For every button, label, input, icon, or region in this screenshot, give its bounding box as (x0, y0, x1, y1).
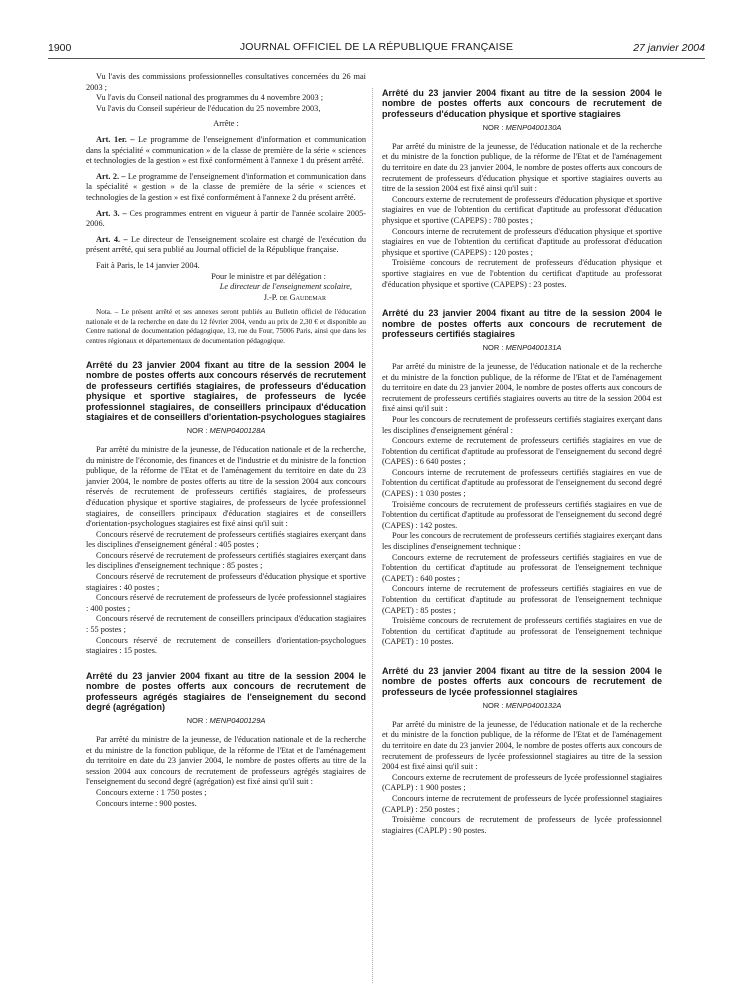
nor-reference: NOR : MENP0400129A (186, 716, 266, 726)
section-title: Arrêté du 23 janvier 2004 fixant au titre de la session 2004 le nombre de postes offerts aux concours réservés de recrutement de professeurs certifiés stagiaires, de professeurs d'éducation physique et sportive stagiaires, de professeurs de lycée professionnel stagiaires, de conseillers principaux d'éducation stagiaires et de conseillers d'orientation-psychologues stagiaires (86, 359, 366, 422)
section-title: Arrêté du 23 janvier 2004 fixant au titre de la session 2004 le nombre de postes offerts aux concours de recrutement de professeurs de lycée professionnel stagiaires (382, 665, 662, 697)
section-title: Arrêté du 23 janvier 2004 fixant au titre de la session 2004 le nombre de postes offerts aux concours de recrutement de professeurs d'éducation physique et sportive stagiaires (382, 88, 662, 119)
signature-role: Le directeur de l'enseignement scolaire, (219, 282, 352, 292)
list-item: Troisième concours de recrutement de professeurs de lycée professionnel stagiaires (CAPLP) : 90 postes. (382, 815, 662, 835)
list-item: Concours externe de recrutement de professeurs de lycée professionnel stagiaires (CAPLP) : 1 900 postes ; (382, 772, 662, 793)
article-label: Art. 2. – (96, 171, 126, 181)
article-text: Le programme de l'enseignement d'information et communication dans la spécialité « communication » de la classe de première de la série « sciences et technologies de la gestion » est fixé conformément à l'annexe 1 du présent arrêté. (86, 134, 366, 166)
nor-reference: NOR : MENP0400132A (482, 701, 562, 711)
list-item: Pour les concours de recrutement de professeurs certifiés stagiaires exerçant dans les disciplines d'enseignement technique : (382, 531, 663, 552)
fait-line: Fait à Paris, le 14 janvier 2004. (96, 260, 200, 270)
issue-date: 27 janvier 2004 (633, 42, 705, 54)
section-title: Arrêté du 23 janvier 2004 fixant au titre de la session 2004 le nombre de postes offerts aux concours de recrutement de professeurs certifiés stagiaires (382, 308, 662, 339)
article-label: Art. 1er. – (96, 134, 135, 144)
journal-title: JOURNAL OFFICIEL DE LA RÉPUBLIQUE FRANÇAISE (239, 41, 514, 53)
section-intro: Par arrêté du ministre de la jeunesse, de l'éducation nationale et de la recherche et du ministre de la fonction publique, de la réforme de l'Etat et de l'aménagement du territoire en date du 23 janvier 2004, le nombre de postes offerts au titre de la session 2004 aux concours de recrutement de professeurs agrégés stagiaires de l'enseignement du second degré (agrégation) est fixé ainsi qu'il suit : (86, 735, 366, 787)
visa: Vu l'avis du Conseil national des programmes du 4 novembre 2003 ; (96, 93, 324, 103)
section-intro: Par arrêté du ministre de la jeunesse, de l'éducation nationale et de la recherche et du ministre de la fonction publique, de la réforme de l'Etat et de l'aménagement du territoire en date du 23 janvier 2004, le nombre de postes offerts aux concours de recrutement de professeurs d'éducation physique et sportive stagiaires ouverts au titre de la session 2004 est fixé ainsi qu'il suit : (382, 141, 662, 194)
list-item: Concours interne de recrutement de professeurs de lycée professionnel stagiaires (CAPLP) : 250 postes ; (382, 793, 662, 814)
list-item: Concours réservé de recrutement de professeurs d'éducation physique et sportive stagiaires : 40 postes ; (86, 572, 366, 592)
list-item: Concours réservé de recrutement de professeurs certifiés stagiaires exerçant dans les disciplines d'enseignement général : 405 postes ; (86, 529, 366, 550)
list-item: Troisième concours de recrutement de professeurs certifiés stagiaires en vue de l'obtention du certificat d'aptitude au professorat de l'enseignement technique (CAPET) : 10 postes. (382, 616, 662, 647)
list-item: Concours réservé de recrutement de professeurs certifiés stagiaires exerçant dans les disciplines d'enseignement technique : 85 postes ; (86, 550, 366, 571)
article-text: Ces programmes entrent en vigueur à partir de l'année scolaire 2005-2006. (86, 208, 367, 229)
list-item: Concours externe de recrutement de professeurs certifiés stagiaires en vue de l'obtention du certificat d'aptitude au professorat de l'enseignement technique (CAPET) : 640 postes ; (382, 552, 662, 583)
article-text: Le directeur de l'enseignement scolaire est chargé de l'exécution du présent arrêté, qui sera publié au Journal officiel de la République française. (86, 234, 366, 255)
section-title: Arrêté du 23 janvier 2004 fixant au titre de la session 2004 le nombre de postes offerts aux concours de recrutement de professeurs agrégés stagiaires de l'enseignement du second degré (agrégation) (86, 670, 366, 713)
list-item: Concours interne de recrutement de professeurs d'éducation physique et sportive stagiaires en vue de l'obtention du certificat d'aptitude au professorat d'éducation physique et sportive (CAPEPS) : 120 postes ; (382, 226, 662, 257)
nor-reference: NOR : MENP0400131A (482, 343, 562, 353)
list-item: Concours réservé de recrutement de conseillers principaux d'éducation stagiaires : 55 postes ; (86, 614, 366, 635)
left-column (86, 72, 366, 809)
list-item: Troisième concours de recrutement de professeurs certifiés stagiaires en vue de l'obtention du certificat d'aptitude au professorat de l'enseignement du second degré (CAPES) : 142 postes. (382, 499, 662, 530)
list-item: Concours interne de recrutement de professeurs certifiés stagiaires en vue de l'obtention du certificat d'aptitude au professorat de l'enseignement technique (CAPET) : 85 postes ; (382, 584, 662, 615)
list-item: Troisième concours de recrutement de professeurs d'éducation physique et sportive stagiaires en vue de l'obtention du certificat d'aptitude au professorat d'éducation physique et sportive (CAPEPS) : 23 postes. (382, 258, 662, 289)
right-column (382, 88, 662, 836)
signature-line: Pour le ministre et par délégation : (211, 271, 326, 281)
article-label: Art. 4. – (96, 234, 128, 244)
list-item: Concours externe de recrutement de professeurs certifiés stagiaires en vue de l'obtention du certificat d'aptitude au professorat de l'enseignement du second degré (CAPES) : 6 640 postes ; (382, 436, 662, 467)
list-item: Concours interne de recrutement de professeurs certifiés stagiaires en vue de l'obtention du certificat d'aptitude au professorat de l'enseignement du second degré (CAPES) : 1 030 postes ; (382, 467, 662, 499)
column-divider (372, 88, 373, 983)
page-header (48, 40, 705, 56)
visa: Vu l'avis du Conseil supérieur de l'éducation du 25 novembre 2003, (96, 103, 321, 113)
article-4 (86, 235, 366, 256)
article-2 (86, 172, 366, 204)
section-intro: Par arrêté du ministre de la jeunesse, de l'éducation nationale et de la recherche, du ministre de l'économie, des finances et de l'industrie et du ministre de la fonction publique, de la réforme de l'Etat et de l'aménagement du territoire en date du 23 janvier 2004, le nombre de postes offerts au titre de la session 2004 aux concours réservés de recrutement de professeurs certifiés stagiaires, de professeurs d'éducation physique et sportive stagiaires, de professeurs de lycée professionnel stagiaires, de conseillers principaux d'éducation stagiaires et de conseillers d'orientation-psychologues stagiaires est fixé ainsi qu'il suit : (86, 444, 366, 529)
nor-reference: NOR : MENP0400128A (186, 426, 266, 436)
article-label: Art. 3. – (96, 208, 127, 218)
article-1 (86, 135, 366, 167)
section-intro: Par arrêté du ministre de la jeunesse, de l'éducation nationale et de la recherche et du ministre de la fonction publique, de la réforme de l'Etat et de l'aménagement du territoire en date du 23 janvier 2004, le nombre de postes offerts aux concours de recrutement de professeurs certifiés stagiaires ouverts au titre de la session 2004 est fixé ainsi qu'il suit : (382, 361, 662, 414)
article-3 (86, 209, 366, 230)
list-item: Concours externe : 1 750 postes ; (96, 788, 207, 797)
visa: Vu l'avis des commissions professionnelles consultatives concernées du 26 mai 2003 ; (86, 72, 366, 92)
list-item: Concours externe de recrutement de professeurs d'éducation physique et sportive stagiaires en vue de l'obtention du certificat d'aptitude au professorat d'éducation physique et sportive (CAPEPS) : 780 postes ; (382, 194, 662, 225)
list-item: Concours interne : 900 postes. (96, 798, 197, 808)
signature-name: J.-P. de Gaudemar (263, 292, 326, 302)
article-text: Le programme de l'enseignement d'information et communication dans la spécialité « gestion » de la classe de première de la série « sciences et technologies de la gestion » est fixé conformément à l'annexe 2 du présent arrêté. (86, 171, 366, 202)
section-intro: Par arrêté du ministre de la jeunesse, de l'éducation nationale et de la recherche et du ministre de la fonction publique, de la réforme de l'Etat et de l'aménagement du territoire en date du 23 janvier 2004, le nombre de postes offerts aux concours de recrutement de professeurs de lycée professionnel stagiaires au titre de la session 2004 est fixé ainsi qu'il suit : (382, 719, 662, 772)
arrete-label: Arrête : (213, 119, 239, 129)
header-rule (48, 58, 705, 59)
page-number: 1900 (48, 42, 72, 54)
nor-reference: NOR : MENP0400130A (482, 123, 562, 133)
list-item: Pour les concours de recrutement de professeurs certifiés stagiaires exerçant dans les disciplines d'enseignement général : (382, 414, 663, 435)
nota: Nota. – Le présent arrêté et ses annexes seront publiés au Bulletin officiel de l'éducation nationale et de la recherche en date du 12 février 2004, vendu au prix de 2,30 € et disponible au Centre national de documentation pédagogique, 13, rue du Four, 75006 Paris, ainsi que dans les centres régionaux et départementaux de documentation pédagogique. (86, 308, 366, 345)
list-item: Concours réservé de recrutement de conseillers d'orientation-psychologues stagiaires : 15 postes. (86, 635, 366, 656)
list-item: Concours réservé de recrutement de professeurs de lycée professionnel stagiaires : 400 postes ; (86, 593, 366, 613)
